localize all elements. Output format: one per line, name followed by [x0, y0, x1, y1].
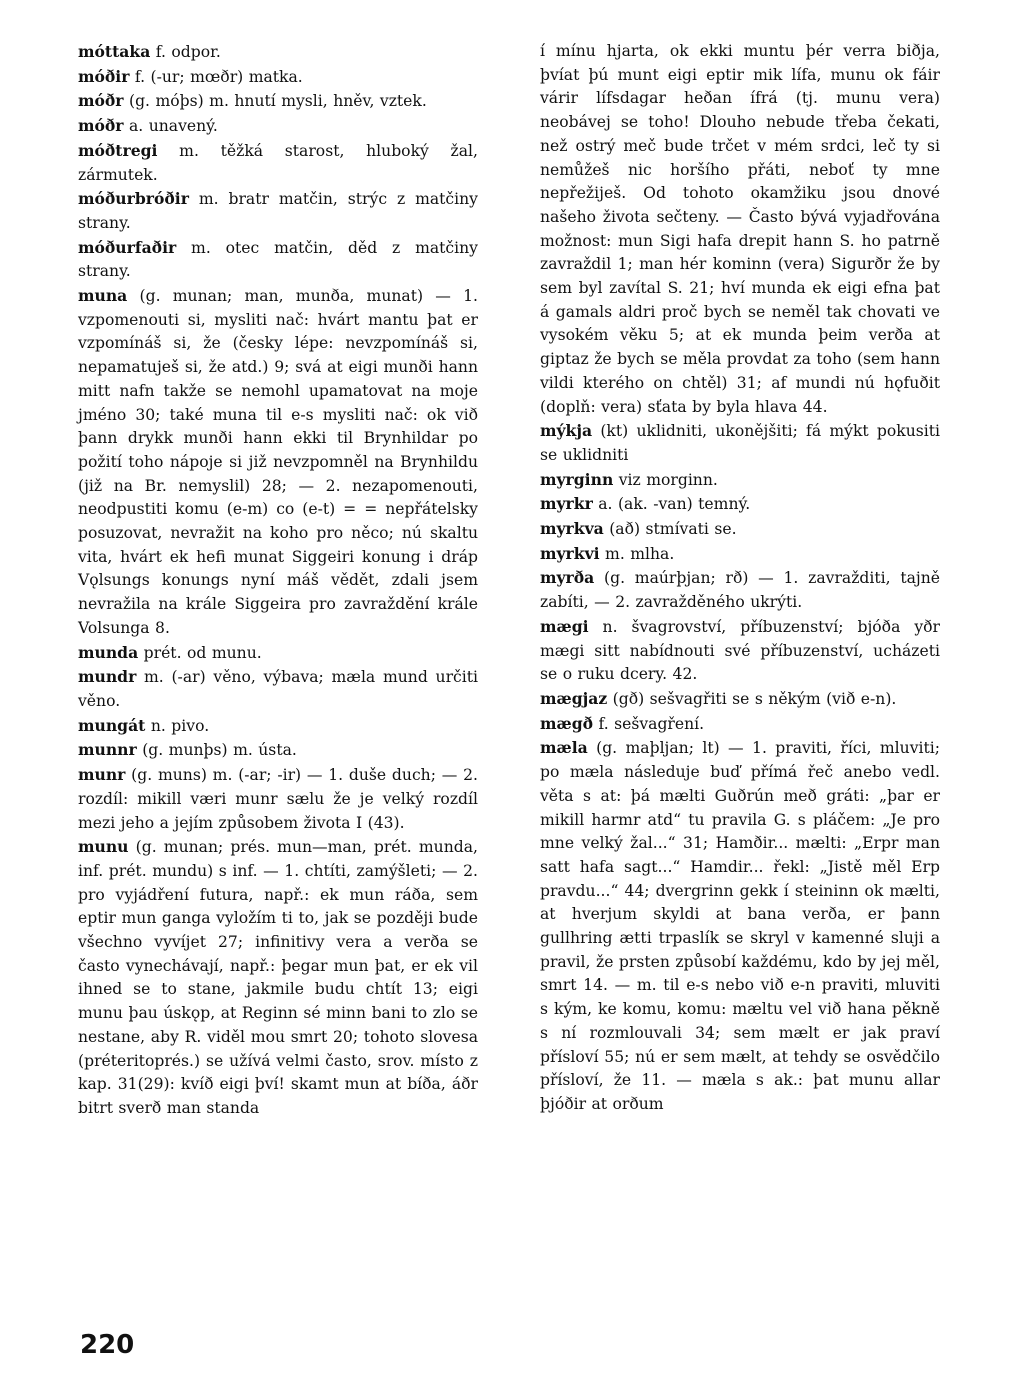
entry-headword: móðr: [78, 91, 124, 111]
dictionary-entry: [78, 89, 478, 114]
entry-definition: viz morginn.: [613, 470, 718, 489]
dictionary-entry: [78, 40, 478, 65]
entry-headword: munu: [78, 837, 129, 857]
entry-headword: munnr: [78, 740, 137, 760]
dictionary-entry: [540, 419, 940, 467]
entry-definition: (g. munan; man, munða, munat) — 1. vzpomenouti si, mysliti nač: hvárt mantu þat er vzpomínáš si, že (česky lépe: nevzpomínáš si, nepamatuješ si, že atd.) 9; svá at eigi munði hann mitt nafn takže se nemohl upamatovat na moje jméno 30; také muna til e-s mysliti nač: ok við þann drykk munði hann ekki til Brynhildar po požití toho nápoje si již nevzpomněl na Brynhildu (již na Br. nemyslil) 28; — 2. nezapomenouti, neodpustiti komu (e-m) co (e-t) = = nepřátelsky posuzovat, nevražit na koho pro něco; nú skaltu vita, hvárt ek hefi munat Siggeiri konung i dráp Vǫlsungs konungs nyní máš vědět, zdali jsem nevražila na krále Siggeira pro zavraždění krále Volsunga 8.: [78, 287, 478, 637]
entry-definition: prét. od munu.: [138, 643, 262, 662]
entry-definition: (að) stmívati se.: [603, 520, 737, 539]
dictionary-entry: [78, 236, 478, 284]
entry-headword: munr: [78, 765, 126, 785]
page-number: 220: [80, 1330, 135, 1360]
entry-definition: f. (-ur; mœðr) matka.: [129, 67, 303, 86]
dictionary-entry: [78, 139, 478, 187]
entry-definition: m. bratr matčin, strýc z matčiny strany.: [78, 190, 478, 232]
dictionary-entry: [78, 835, 478, 1120]
dictionary-entry: [78, 665, 478, 713]
entry-headword: móðr: [78, 116, 124, 136]
entry-headword: muna: [78, 286, 128, 306]
dictionary-entry: [540, 687, 940, 712]
entry-headword: móðurfaðir: [78, 237, 177, 257]
entry-headword: myrginn: [540, 469, 614, 489]
entry-headword: mýkja: [540, 421, 593, 441]
entry-headword: mægi: [540, 616, 589, 636]
entry-definition: m. (-ar) věno, výbava; mæla mund určiti věno.: [78, 668, 478, 710]
entry-headword: móðtregi: [78, 140, 158, 160]
entry-definition: f. odpor.: [150, 43, 221, 61]
dictionary-entry: [540, 736, 940, 1116]
dictionary-entry: [78, 65, 478, 90]
entry-definition: (g. munan; prés. mun—man, prét. munda, inf. prét. mundu) s inf. — 1. chtíti, zamýšleti; — 2. pro vyjádření futura, např.: ek mun ráða, sem eptir mun ganga vyložím ti to, jak se později bude všechno vyvíjet 27; infinitivy vera a verða se často vynechávají, např.: þegar mun þat, er ek vil ihned se to stane, jakmile budu chtít 13; eigi munu þau úskǫp, at Reginn sé minn bani to zlo se nestane, aby R. viděl mou smrt 20; tohoto slovesa (préteritoprés.) se užívá velmi často, srov. místo z kap. 31(29): kvíð eigi því! skamt mun at bíða, áðr bitrt sverð man standa: [78, 838, 478, 1117]
entry-definition: (g. maþljan; lt) — 1. praviti, říci, mluviti; po mæla následuje buď přímá řeč anebo vedl. věta s at: þá mælti Guðrún með gráti: „þar er mikill harmr atd“ tu pravila G. s pláčem: „Je pro mne velký žal...“ 31; Hamðir... mælti: „Erpr man satt hafa sagt...“ Hamdir... řekl: „Jistě měl Erp pravdu...“ 44; dvergrinn gekk í steininn ok mælti, at hverjum skyldi at bana verða, er þann gullhring ætti trpaslík se skryl v kamenné sluji a pravil, že prsten způsobí každému, kdo by jej měl, smrt 14. — m. til e-s nebo við e-n praviti, mluviti s kým, ke komu, komu: mæltu vel við hana pěkně s ní rozmlouvali 34; sem mælt er jak praví přísloví 55; nú er sem mælt, at tehdy se osvědčilo přísloví, že 11. — mæla s ak.: þat munu allar þjóðir at orðum: [540, 739, 940, 1113]
entry-definition: (kt) uklidniti, ukonějšiti; fá mýkt pokusiti se uklidniti: [540, 422, 940, 464]
right-column: [540, 40, 940, 1117]
dictionary-entry: [78, 187, 478, 235]
dictionary-entry: [540, 40, 940, 419]
dictionary-entry: [78, 114, 478, 139]
dictionary-entry: [78, 641, 478, 666]
entry-headword: mæla: [540, 738, 588, 758]
entry-definition: m. otec matčin, děd z matčiny strany.: [78, 238, 478, 281]
entry-definition: (gð) sešvagřiti se s někým (við e-n).: [607, 689, 897, 708]
entry-definition: (g. muns) m. (-ar; -ir) — 1. duše duch; — 2. rozdíl: mikill væri munr sælu že je velký rozdíl mezi jeho a jejím způsobem života I (43).: [78, 766, 478, 832]
entry-definition: (g. munþs) m. ústa.: [136, 741, 297, 760]
entry-definition: í mínu hjarta, ok ekki muntu þér verra biðja, þvíat þú munt eigi eptir mik lífa, munu ok fáir várir lífsdagar heðan ífrá (tj. munu vera) neobávej se toho! Dlouho nebude třeba čekati, než ostrý meč bude trčet v mém srdci, leč ty si nemůžeš nic horšího přáti, neboť ty mne nepřežiješ. Od tohoto okamžiku jsou dnové našeho života sečteny. — Často bývá vyjadřována možnost: mun Sigi hafa drepit hann S. ho patrně zavraždil 1; man hér kominn (vera) Sigurðr že by sem byl zavítal S. 21; hví munda ek eigi efna þat á gamals aldri proč bych se neměl tak chovati ve vysokém věku 5; at ek munda þeim verða at giptaz že bych se měla provdat za toho (sem hann vildi kterého on chtěl) 31; af mundi nú hǫfuðit (doplň: vera) sťata by byla hlava 44.: [540, 42, 940, 416]
dictionary-entry: [540, 566, 940, 614]
dictionary-entry: [540, 542, 940, 567]
entry-headword: mægjaz: [540, 688, 608, 708]
entry-headword: myrkvi: [540, 543, 600, 563]
entry-definition: (g. móþs) m. hnutí mysli, hněv, vztek.: [123, 92, 427, 111]
dictionary-entry: [540, 712, 940, 737]
entry-headword: myrkr: [540, 494, 593, 514]
entry-definition: a. (ak. -van) temný.: [592, 495, 751, 514]
entry-headword: mægð: [540, 713, 594, 733]
entry-headword: mungát: [78, 715, 146, 735]
dictionary-entry: [540, 468, 940, 493]
entry-definition: (g. maúrþjan; rð) — 1. zavražditi, tajně zabíti, — 2. zavražděného ukrýti.: [540, 569, 940, 612]
entry-headword: móðir: [78, 66, 130, 86]
dictionary-entry: [78, 284, 478, 641]
entry-definition: f. sešvagření.: [593, 714, 705, 733]
dictionary-entry: [540, 492, 940, 517]
dictionary-entry: [78, 714, 478, 739]
dictionary-entry: [78, 738, 478, 763]
entry-definition: n. švagrovství, příbuzenství; bjóða yðr mægi sitt nabídnouti své příbuzenství, ucházeti se o ruku dcery. 42.: [540, 617, 940, 684]
entry-definition: m. těžká starost, hluboký žal, zármutek.: [78, 141, 478, 184]
entry-headword: myrða: [540, 568, 595, 588]
entry-definition: m. mlha.: [599, 544, 675, 563]
entry-headword: munda: [78, 642, 139, 662]
entry-definition: n. pivo.: [145, 716, 210, 735]
dictionary-entry: [78, 763, 478, 835]
entry-definition: a. unavený.: [123, 117, 218, 136]
dictionary-entry: [540, 517, 940, 542]
entry-headword: mundr: [78, 667, 137, 687]
entry-headword: móðurbróðir: [78, 189, 189, 209]
entry-headword: myrkva: [540, 519, 604, 539]
entry-headword: móttaka: [78, 42, 151, 61]
left-column: [78, 40, 478, 1121]
dictionary-entry: [540, 615, 940, 687]
